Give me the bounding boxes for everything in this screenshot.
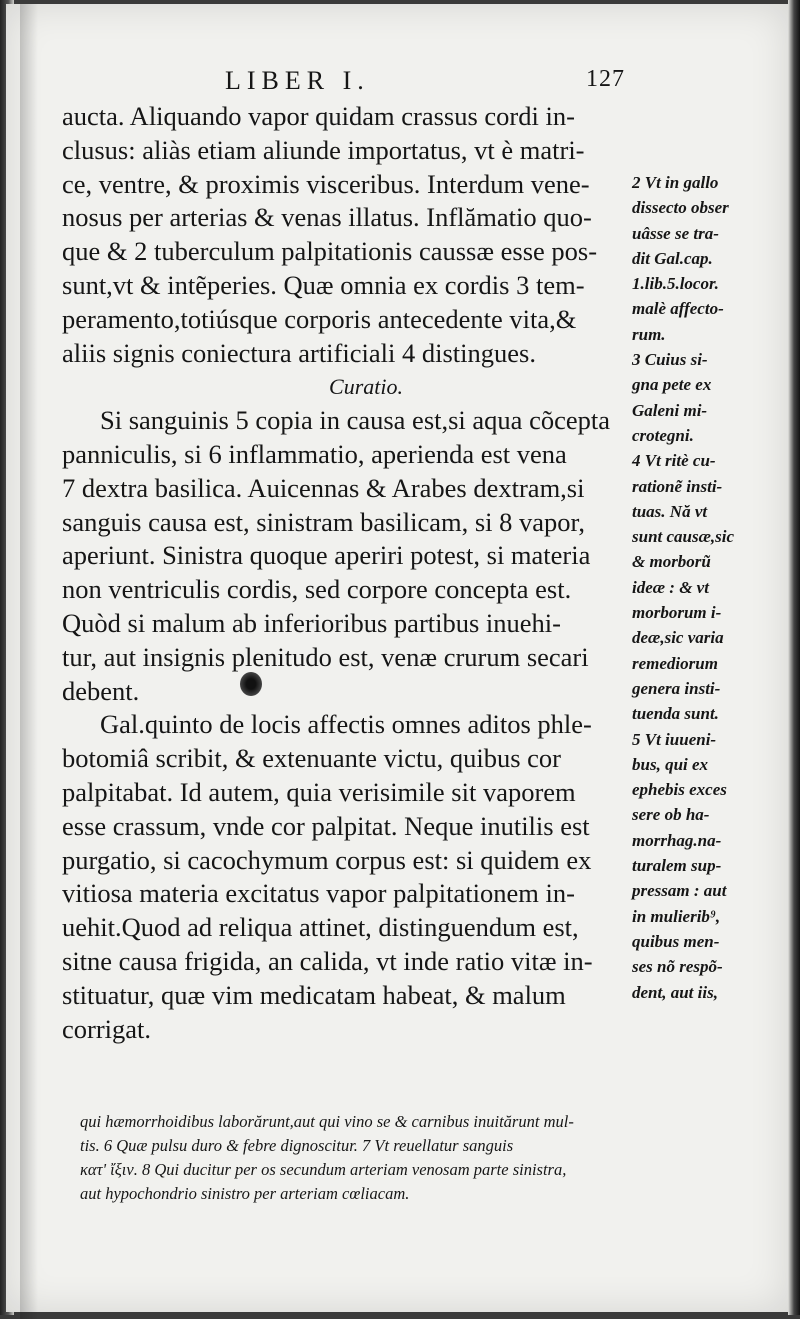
margin-note-line: dit Gal.cap. <box>632 248 713 268</box>
margin-note-line: dissecto obser <box>632 198 729 218</box>
margin-note-line: malè affecto- <box>632 299 724 319</box>
margin-note-line: rum. <box>632 324 666 344</box>
text-line: corrigat. <box>62 1013 152 1044</box>
page-fold-shadow <box>20 4 38 1319</box>
margin-note-line: uâsse se tra- <box>632 223 719 243</box>
margin-note-line: gna pete ex <box>632 375 712 395</box>
margin-note-line: morrhag.na- <box>632 830 722 850</box>
page-edge-right <box>788 0 800 1315</box>
margin-note-line: in mulierib⁹, <box>632 906 721 926</box>
margin-note-line: dent, aut iis, <box>632 982 718 1002</box>
main-text-block <box>62 100 630 1046</box>
margin-note-line: ses nõ respõ- <box>632 957 723 977</box>
margin-note-line: pressam : aut <box>632 881 727 901</box>
footnote-line: tis. 6 Quæ pulsu duro & febre dignoscitur. 7 Vt reuellatur sanguis <box>80 1136 514 1155</box>
margin-note-line: 2 Vt in gallo <box>632 173 719 192</box>
margin-note-line: ideæ : & vt <box>632 577 709 597</box>
text-line: purgatio, si cacochymum corpus est: si quidem ex <box>62 844 592 875</box>
margin-note-line: deæ,sic varia <box>632 628 724 648</box>
text-line: esse crassum, vnde cor palpitat. Neque inutilis est <box>62 810 590 841</box>
page-number: 127 <box>586 66 625 92</box>
margin-note-line: morborum i- <box>632 603 722 623</box>
margin-note-line: genera insti- <box>632 678 721 698</box>
margin-note-line: 4 Vt ritè cu- <box>632 451 716 471</box>
section-heading: Curatio. <box>329 374 403 400</box>
text-line: panniculis, si 6 inflammatio, aperienda est vena <box>62 438 567 469</box>
margin-note-line: quibus men- <box>632 931 720 951</box>
margin-note-line: turalem sup- <box>632 856 722 876</box>
margin-note-line: Galeni mi- <box>632 400 708 420</box>
text-line: aucta. Aliquando vapor quidam crassus cordi in- <box>62 101 575 131</box>
text-line: 7 dextra basilica. Auicennas & Arabes dextram,si <box>62 472 585 503</box>
footnote-line: aut hypochondrio sinistro per arteriam cœliacam. <box>80 1184 410 1203</box>
text-line: botomiâ scribit, & extenuante victu, quibus cor <box>62 743 561 774</box>
ink-blot <box>240 672 262 696</box>
margin-note-line: crotegni. <box>632 425 694 445</box>
text-line: Gal.quinto de locis affectis omnes aditos phle- <box>100 709 592 740</box>
text-line: uehit.Quod ad reliqua attinet, distinguendum est, <box>62 912 579 943</box>
text-line: sunt,vt & intẽperies. Quæ omnia ex cordis 3 tem- <box>62 269 585 300</box>
text-line: debent. <box>62 675 140 706</box>
margin-note-line: 5 Vt iuueni- <box>632 729 717 749</box>
footnote-line: κατ' ἴξιν. 8 Qui ducitur per os secundum arteriam venosam parte sinistra, <box>80 1160 567 1179</box>
text-line: tur, aut insignis plenitudo est, venæ crurum secari <box>62 641 589 672</box>
marginal-notes <box>632 170 782 1005</box>
text-line: ce, ventre, & proximis visceribus. Interdum vene- <box>62 168 590 199</box>
text-line: sanguis causa est, sinistram basilicam, si 8 vapor, <box>62 506 585 537</box>
margin-note-line: tuas. Nă vt <box>632 501 708 521</box>
text-line: peramento,totiúsque corporis antecedente vita,& <box>62 303 577 334</box>
text-line: sitne causa frigida, an calida, vt inde ratio vitæ in- <box>62 945 593 976</box>
text-line: stituatur, quæ vim medicatam habeat, & malum <box>62 979 566 1010</box>
margin-note-line: remediorum <box>632 653 718 673</box>
text-line: que & 2 tuberculum palpitationis caussæ esse pos- <box>62 236 598 267</box>
text-line: Quòd si malum ab inferioribus partibus inuehi- <box>62 607 561 638</box>
margin-note-line: bus, qui ex <box>632 754 709 774</box>
margin-note-line: 3 Cuius si- <box>632 350 708 370</box>
text-line: nosus per arterias & venas illatus. Inflămatio quo- <box>62 202 592 233</box>
running-head <box>225 66 625 100</box>
text-line: Si sanguinis 5 copia in causa est,si aqua cõcepta <box>100 405 610 436</box>
margin-note-line: tuenda sunt. <box>632 704 719 724</box>
text-line: clusus: aliàs etiam aliunde importatus, vt è matri- <box>62 134 585 165</box>
footnotes <box>80 1110 780 1206</box>
text-line: palpitabat. Id autem, quia verisimile sit vaporem <box>62 776 576 807</box>
text-line: non ventriculis cordis, sed corpore concepta est. <box>62 574 572 605</box>
text-line: vitiosa materia excitatus vapor palpitationem in- <box>62 878 575 909</box>
margin-note-line: sere ob ha- <box>632 805 710 825</box>
margin-note-line: sunt causæ,sic <box>632 527 735 547</box>
margin-note-line: ephebis exces <box>632 780 727 800</box>
margin-note-line: & morborũ <box>632 552 711 572</box>
running-head-title: LIBER I. <box>225 66 370 95</box>
text-line: aliis signis coniectura artificiali 4 distingues. <box>62 337 536 368</box>
text-line: aperiunt. Sinistra quoque aperiri potest, si materia <box>62 540 591 571</box>
margin-note-line: rationẽ insti- <box>632 476 723 496</box>
margin-note-line: 1.lib.5.locor. <box>632 274 719 294</box>
footnote-line: qui hæmorrhoidibus laborărunt,aut qui vino se & carnibus inuitărunt mul- <box>80 1112 574 1131</box>
